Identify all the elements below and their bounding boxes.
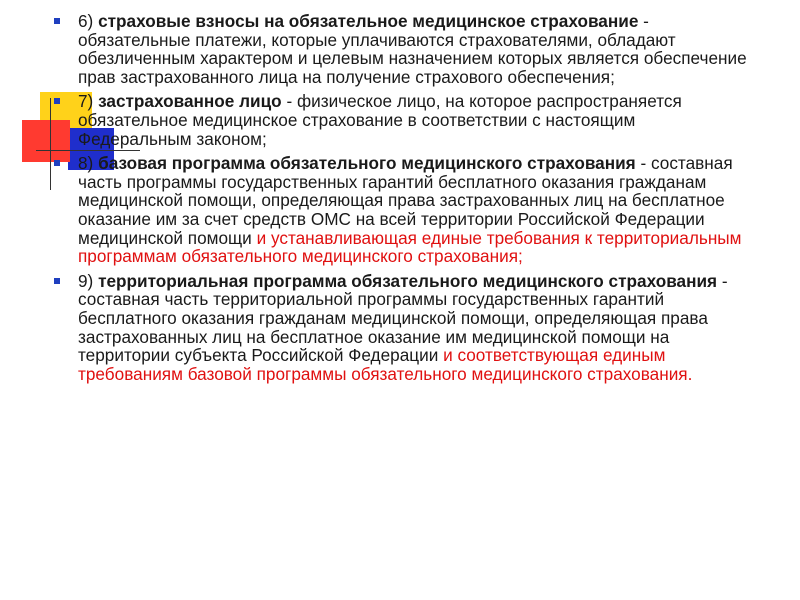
definition-list [52, 12, 752, 389]
item-term: территориальная программа обязательного медицинского страхования [98, 270, 718, 291]
item-term: застрахованное лицо [98, 91, 282, 112]
bullet-icon [54, 278, 60, 284]
item-number: 7) [78, 91, 94, 112]
bullet-icon [54, 160, 60, 166]
item-term: базовая программа обязательного медицинского страхования [98, 153, 636, 174]
item-text: - составная часть территориальной программы государственных гарантий бесплатного оказания гражданам медицинской помощи, определяющая права застрахованных лиц на бесплатное оказание им медицинской помощи на территории субъекта Российской Федерации [78, 270, 728, 366]
bullet-icon [54, 98, 60, 104]
vertical-line [50, 98, 51, 190]
item-number: 8) [78, 153, 94, 174]
item-red-text: и устанавливающая единые требования к территориальным программам обязательного медицинского страхования; [78, 227, 742, 267]
definition-item [52, 154, 752, 266]
item-number: 6) [78, 11, 94, 31]
item-text: - составная часть программы государственных гарантий бесплатного оказания гражданам медицинской помощи, определяющая права застрахованных лиц на бесплатное оказание им за счет средств ОМС на всей территории Российской Федерации медицинской помощи [78, 153, 733, 248]
item-text: - обязательные платежи, которые уплачиваются страхователями, обладают обезличенным характером и целевым назначением которых является обеспечение прав застрахованного лица на получение страхового обеспечения; [78, 11, 747, 87]
item-red-text: и соответствующая единым требованиям базовой программы обязательного медицинского страхования. [78, 345, 693, 384]
definition-item [52, 92, 752, 148]
item-text: - физическое лицо, на которое распространяется обязательное медицинское страхование в соответствии с настоящим Федеральным законом; [78, 91, 682, 149]
item-number: 9) [78, 270, 94, 291]
item-term: страховые взносы на обязательное медицинское страхование [98, 11, 639, 31]
bullet-icon [54, 18, 60, 24]
definition-item [52, 272, 752, 384]
definition-item [52, 12, 752, 86]
